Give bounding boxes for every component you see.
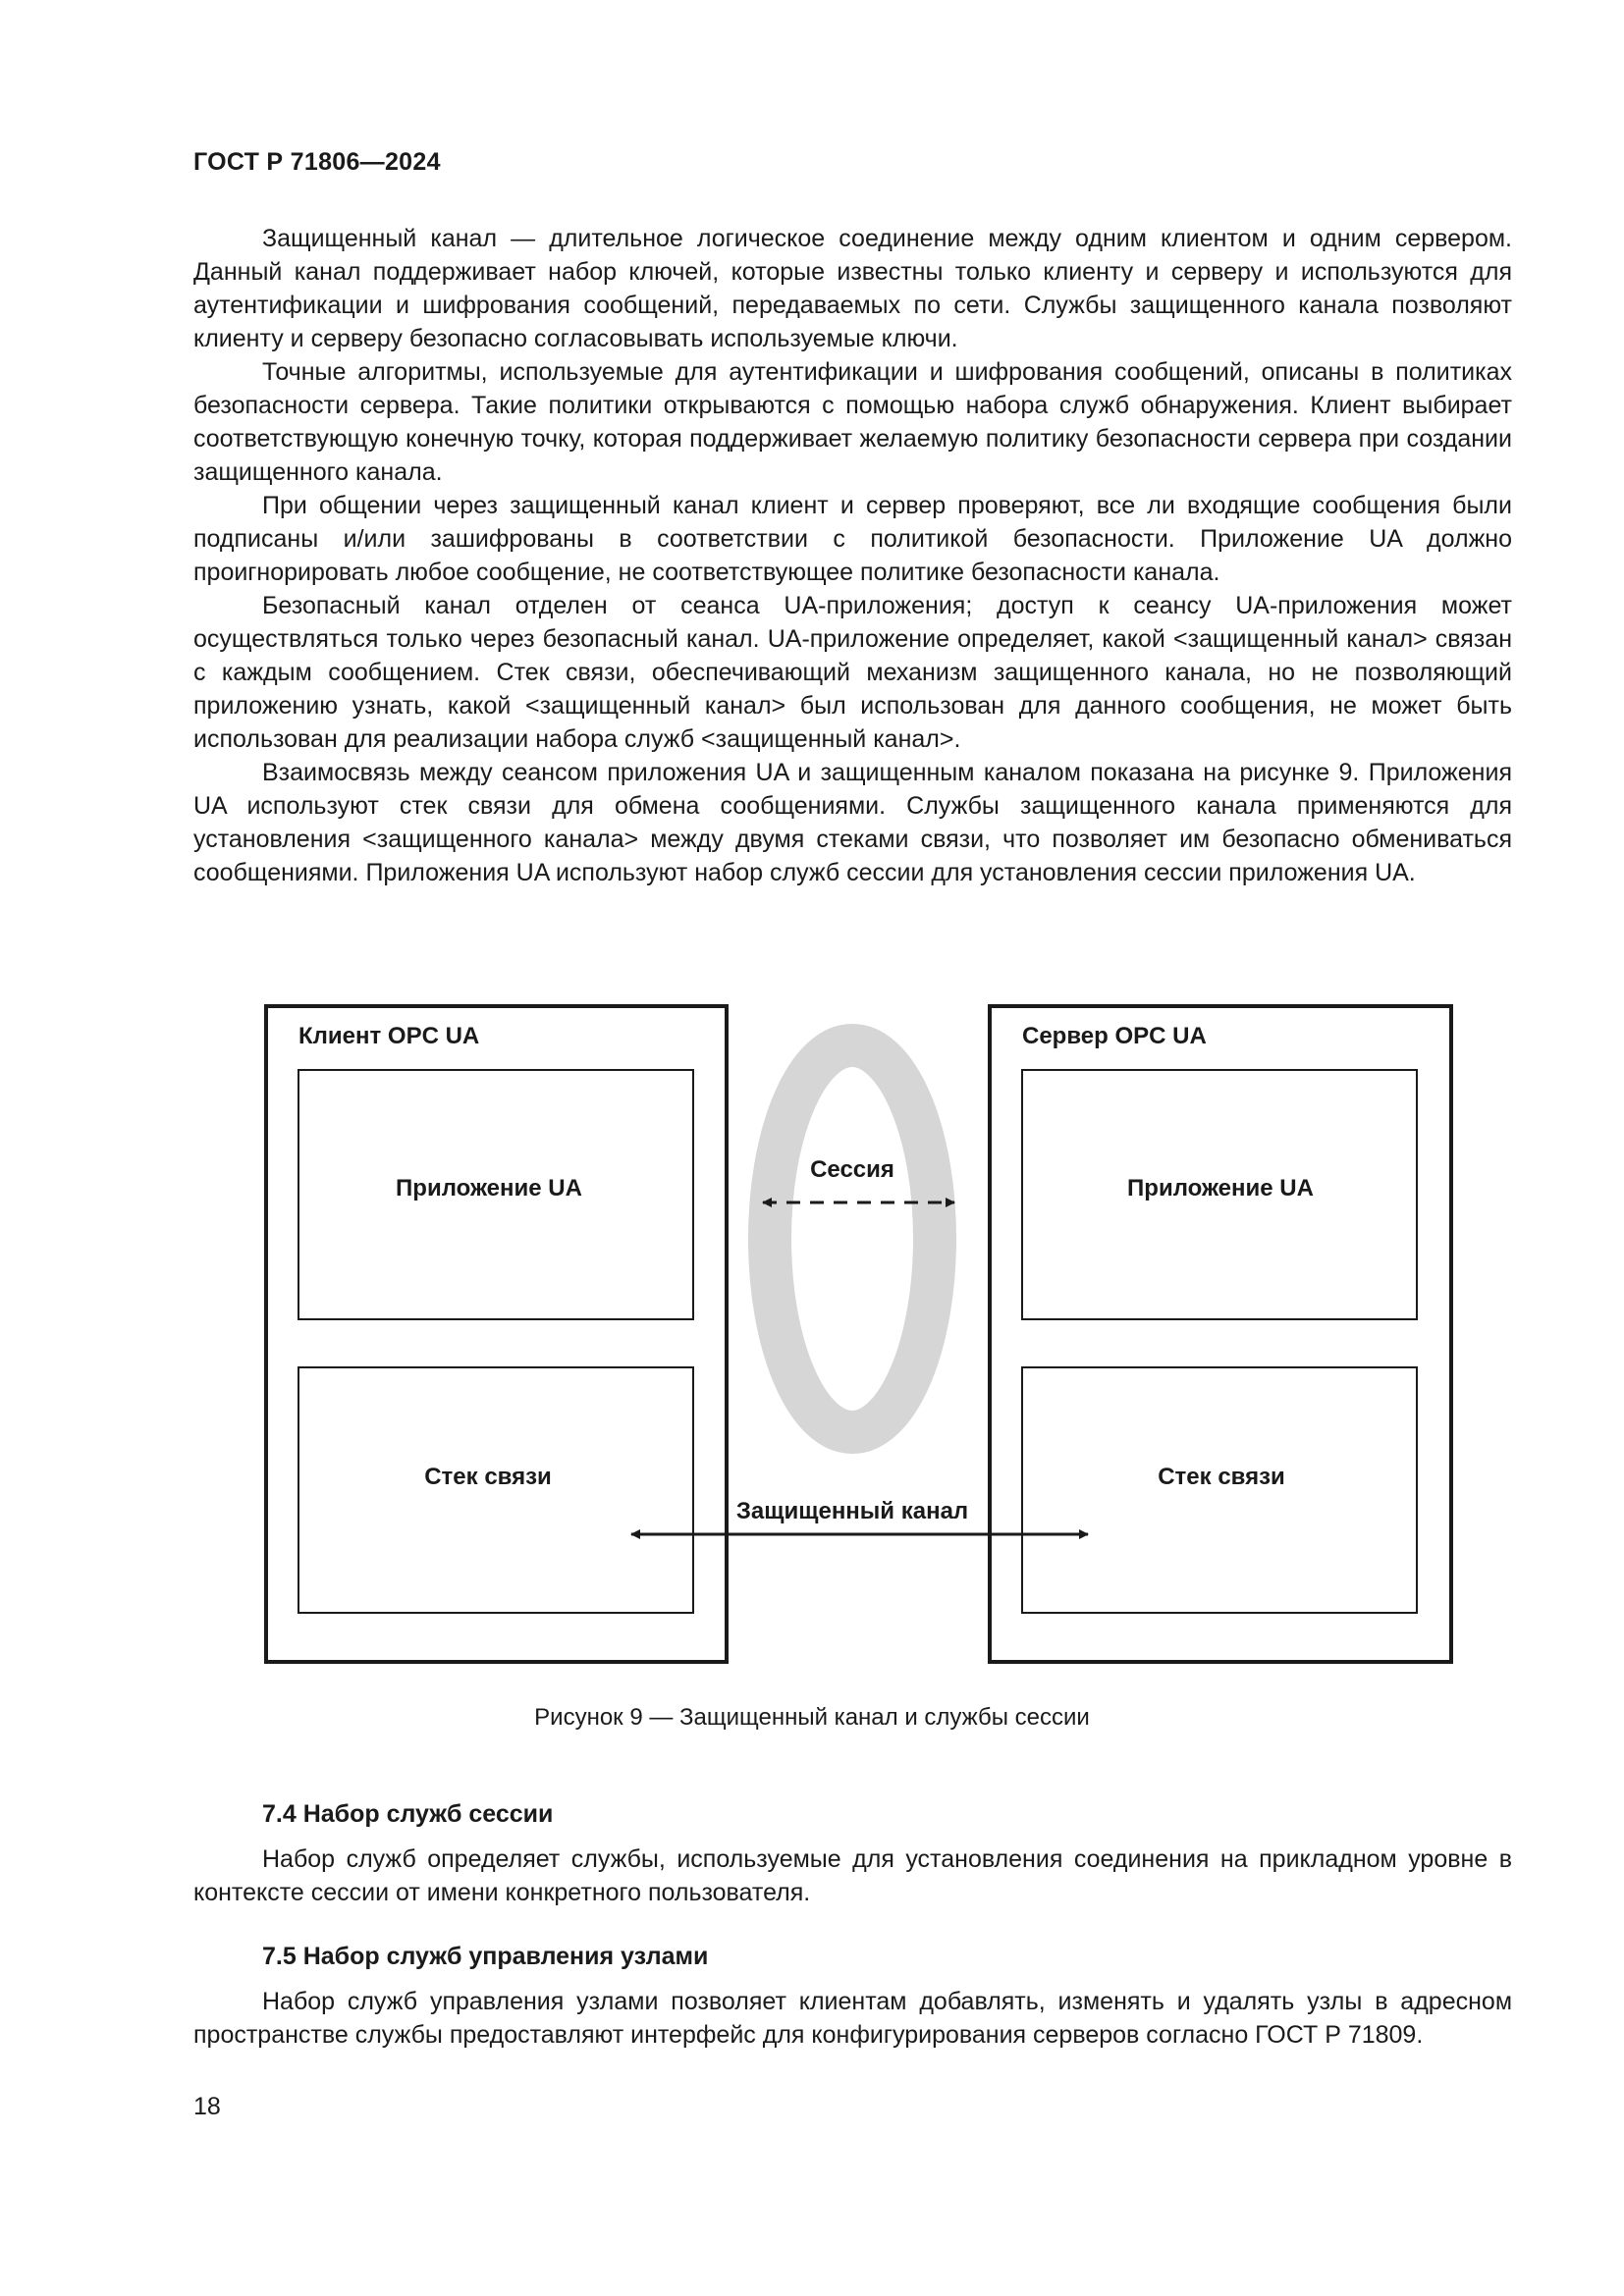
section-heading-7-4: 7.4 Набор служб сессии xyxy=(262,1800,554,1828)
server-box xyxy=(990,1006,1451,1662)
client-box xyxy=(266,1006,727,1662)
paragraph: Взаимосвязь между сеансом приложения UA и защищенным каналом показана на рисунке 9. Приложения UA используют стек связи для обмена сообщениями. Службы защищенного канала применяются для установления <защищенного канала> между двумя стеками связи, что позволяет им безопасно обмениваться сообщениями. Приложения UA используют набор служб сессии для установления сессии приложения UA. xyxy=(193,759,1512,886)
session-label: Сессия xyxy=(810,1156,894,1183)
paragraph: Набор служб управления узлами позволяет клиентам добавлять, изменять и удалять узлы в адресном пространстве службы предоставляют интерфейс для конфигурирования серверов согласно ГОСТ Р 71809. xyxy=(193,1988,1512,2049)
paragraph: Защищенный канал — длительное логическое соединение между одним клиентом и одним сервером. Данный канал поддерживает набор ключей, которые известны только клиенту и серверу и используются для аутентификации и шифрования сообщений, передаваемых по сети. Службы защищенного канала позволяют клиенту и серверу безопасно согласовывать используемые ключи. xyxy=(193,225,1512,352)
client-app-label: Приложение UA xyxy=(396,1175,582,1201)
client-stack-label: Стек связи xyxy=(424,1464,552,1490)
server-app-label: Приложение UA xyxy=(1127,1175,1314,1201)
server-stack-box xyxy=(1022,1367,1417,1613)
paragraph: Точные алгоритмы, используемые для аутентификации и шифрования сообщений, описаны в политиках безопасности сервера. Такие политики открываются с помощью набора служб обнаружения. Клиент выбирает соответствующую конечную точку, которая поддерживает желаемую политику безопасности сервера при создании защищенного канала. xyxy=(193,358,1512,486)
paragraph: При общении через защищенный канал клиент и сервер проверяют, все ли входящие сообщения были подписаны и/или зашифрованы в соответствии с политикой безопасности. Приложение UA должно проигнорировать любое сообщение, не соответствующее политике безопасности канала. xyxy=(193,492,1512,586)
client-title: Клиент OPC UA xyxy=(298,1023,480,1049)
section-heading-7-5: 7.5 Набор служб управления узлами xyxy=(262,1943,709,1970)
document-header: ГОСТ Р 71806—2024 xyxy=(193,148,441,176)
client-stack-box xyxy=(298,1367,693,1613)
server-stack-label: Стек связи xyxy=(1158,1464,1285,1490)
paragraph: Набор служб определяет службы, используемые для установления соединения на прикладном уровне в контексте сессии от имени конкретного пользователя. xyxy=(193,1845,1512,1906)
channel-label: Защищенный канал xyxy=(735,1498,969,1524)
section-7-5-text xyxy=(193,1985,1512,2052)
section-7-4-text xyxy=(193,1842,1512,1909)
server-title: Сервер OPC UA xyxy=(1022,1023,1207,1049)
paragraph: Безопасный канал отделен от сеанса UA-приложения; доступ к сеансу UA-приложения может осуществляться только через безопасный канал. UA-приложение определяет, какой <защищенный канал> связан с каждым сообщением. Стек связи, обеспечивающий механизм защищенного канала, но не позволяющий приложению узнать, какой <защищенный канал> был использован для данного сообщения, не может быть использован для реализации набора служб <защищенный канал>. xyxy=(193,592,1512,753)
page-number: 18 xyxy=(193,2093,221,2120)
channel-ring xyxy=(770,1045,935,1432)
figure-caption: Рисунок 9 — Защищенный канал и службы сессии xyxy=(534,1704,1090,1731)
